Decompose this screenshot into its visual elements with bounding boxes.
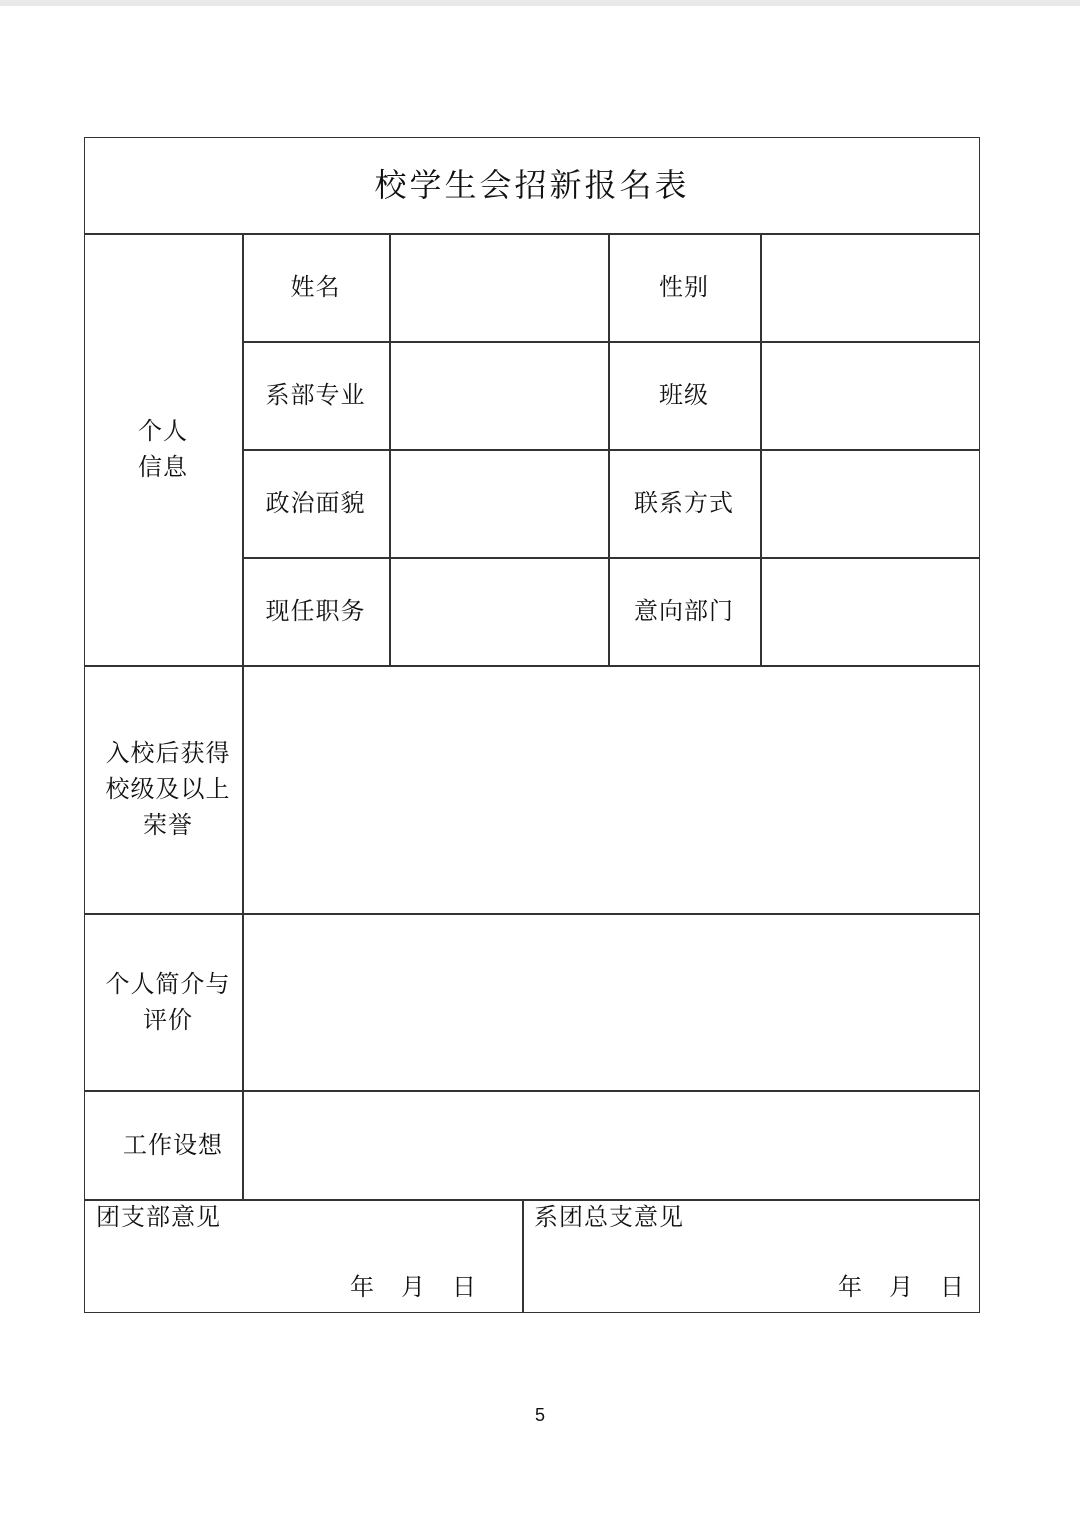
- league-branch-opinion-label: 团支部意见: [96, 1203, 221, 1231]
- general-branch-opinion-label: 系团总支意见: [534, 1203, 684, 1231]
- current-position-input[interactable]: [390, 558, 608, 665]
- gender-label: 性别: [659, 273, 709, 301]
- section-personal-info-label: 个人 信息: [138, 417, 188, 481]
- page-number: 5: [534, 1405, 545, 1425]
- right-month-label: 月: [889, 1273, 913, 1301]
- left-month-label: 月: [401, 1273, 425, 1301]
- political-status-label: 政治面貌: [265, 489, 366, 517]
- work-plan-input[interactable]: [244, 1092, 979, 1199]
- left-year-label: 年: [350, 1273, 374, 1301]
- top-strip: [0, 0, 1080, 6]
- left-day-label: 日: [452, 1273, 476, 1301]
- department-major-input[interactable]: [390, 342, 608, 449]
- honors-label: 入校后获得 校级及以上 荣誉: [105, 739, 231, 839]
- self-introduction-input[interactable]: [244, 915, 979, 1090]
- preferred-department-label: 意向部门: [634, 597, 734, 625]
- current-position-label: 现任职务: [265, 597, 366, 625]
- work-plan-label: 工作设想: [123, 1130, 223, 1159]
- contact-label: 联系方式: [634, 489, 734, 517]
- rule-signature-divider: [522, 1199, 524, 1313]
- honors-input[interactable]: [244, 667, 979, 913]
- name-label: 姓名: [290, 273, 341, 301]
- right-day-label: 日: [940, 1273, 964, 1301]
- name-input[interactable]: [390, 234, 608, 341]
- right-year-label: 年: [838, 1273, 862, 1301]
- general-branch-opinion-area[interactable]: [525, 1237, 978, 1271]
- class-label: 班级: [659, 381, 709, 409]
- league-branch-opinion-area[interactable]: [86, 1237, 520, 1271]
- form-title: 校学生会招新报名表: [374, 166, 690, 204]
- self-introduction-label: 个人简介与 评价: [105, 969, 231, 1034]
- political-status-input[interactable]: [390, 450, 608, 557]
- department-major-label: 系部专业: [265, 381, 366, 409]
- class-input[interactable]: [761, 342, 979, 449]
- gender-input[interactable]: [761, 234, 979, 341]
- contact-input[interactable]: [761, 450, 979, 557]
- preferred-department-input[interactable]: [761, 558, 979, 665]
